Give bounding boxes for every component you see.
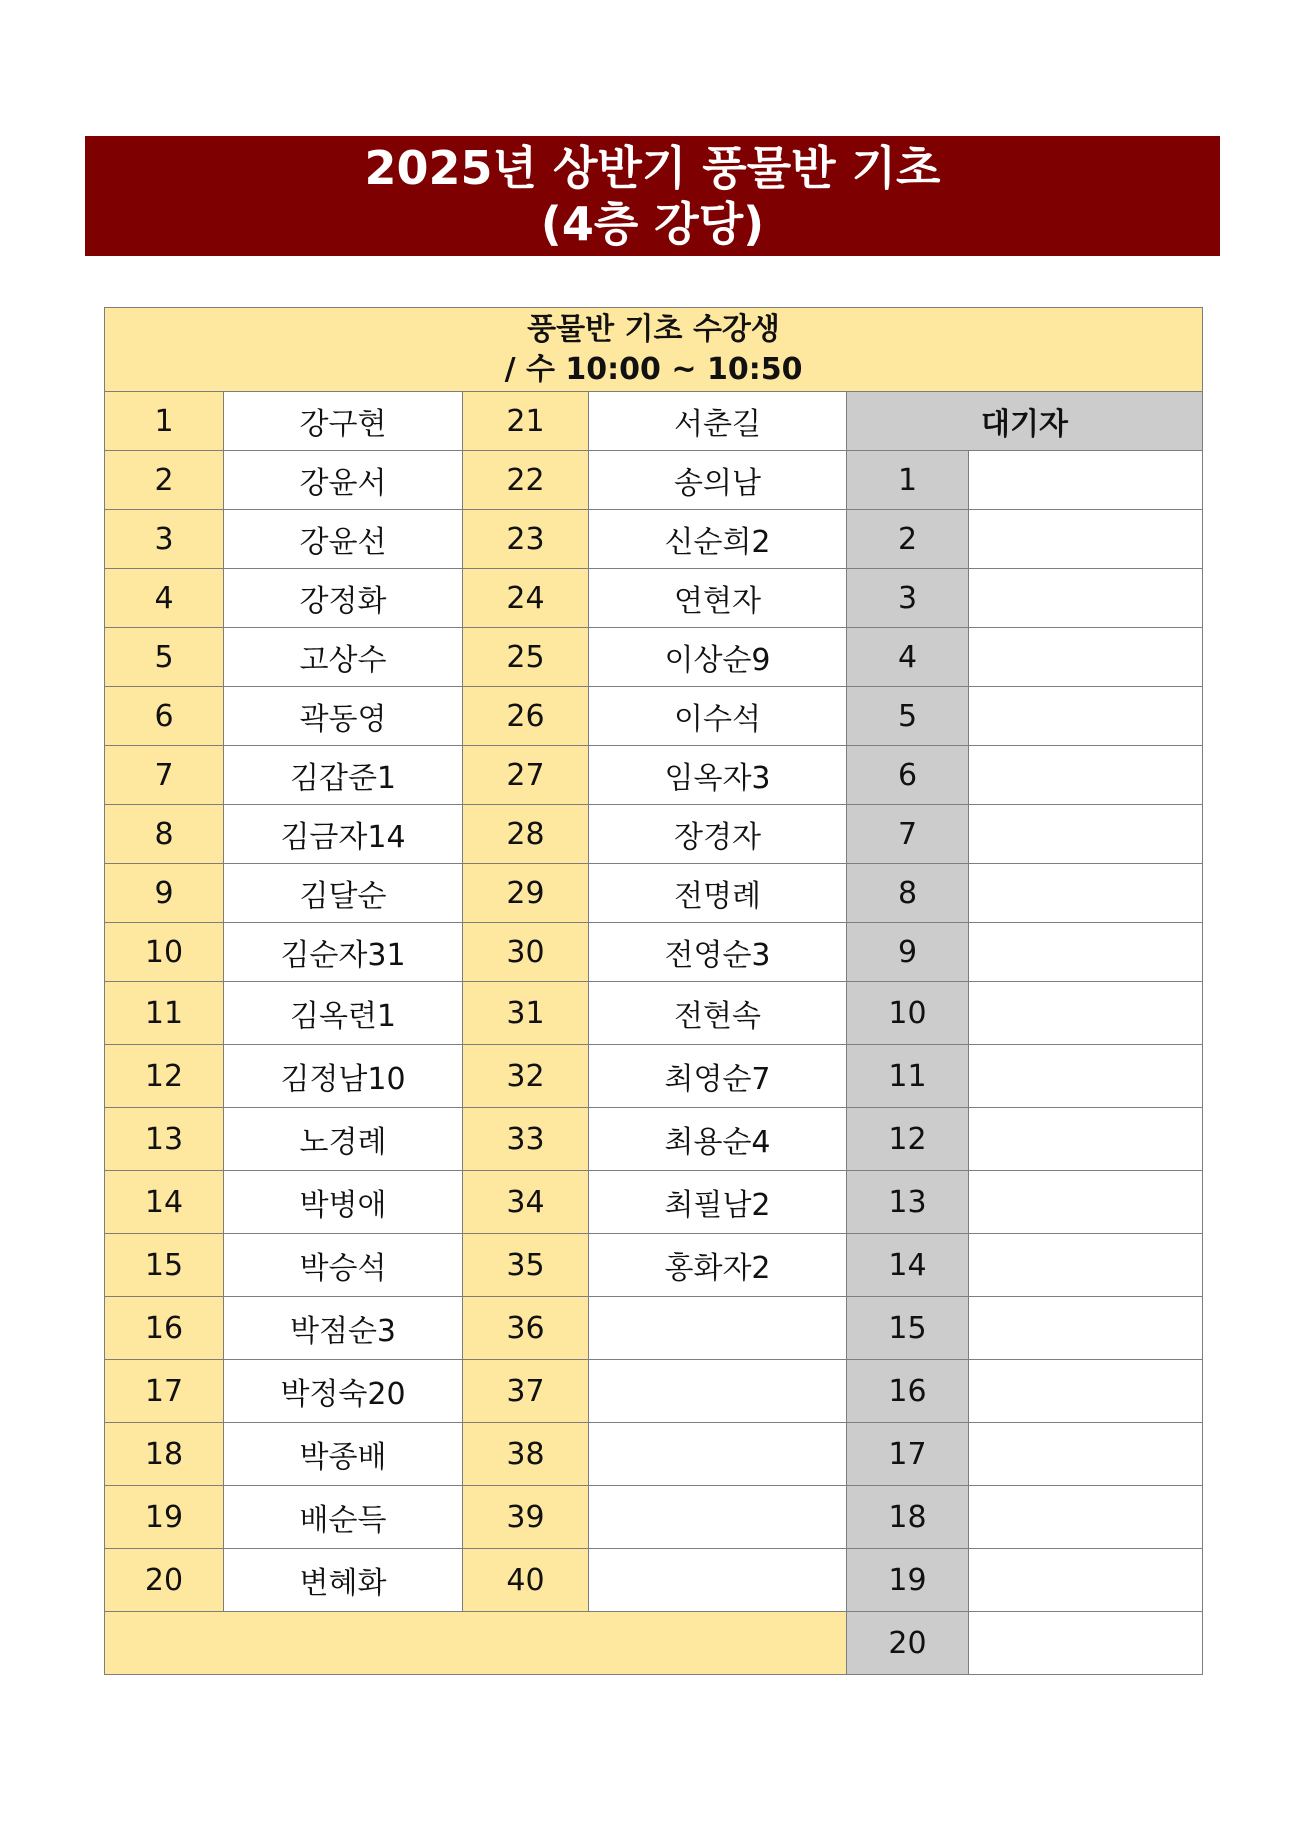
waitlist-name	[969, 1360, 1203, 1423]
waitlist-number: 12	[847, 1108, 969, 1171]
waitlist-name	[969, 1171, 1203, 1234]
student-number: 24	[463, 569, 589, 628]
student-name	[589, 1360, 847, 1423]
student-number: 8	[105, 805, 224, 864]
table-row	[105, 1549, 1203, 1612]
student-name: 임옥자3	[589, 746, 847, 805]
table-row	[105, 1234, 1203, 1297]
student-name: 강윤선	[224, 510, 463, 569]
table-row	[105, 451, 1203, 510]
student-number: 35	[463, 1234, 589, 1297]
student-number: 26	[463, 687, 589, 746]
student-number: 2	[105, 451, 224, 510]
waitlist-name	[969, 1108, 1203, 1171]
student-name: 박점순3	[224, 1297, 463, 1360]
student-name: 김옥련1	[224, 982, 463, 1045]
student-number: 22	[463, 451, 589, 510]
student-name: 배순득	[224, 1486, 463, 1549]
student-number: 11	[105, 982, 224, 1045]
student-name: 변혜화	[224, 1549, 463, 1612]
table-row	[105, 569, 1203, 628]
waitlist-number: 7	[847, 805, 969, 864]
student-number: 17	[105, 1360, 224, 1423]
student-name: 김순자31	[224, 923, 463, 982]
student-number: 18	[105, 1423, 224, 1486]
waitlist-name	[969, 1549, 1203, 1612]
table-row	[105, 1171, 1203, 1234]
waitlist-name	[969, 1423, 1203, 1486]
table-row	[105, 1045, 1203, 1108]
table-row	[105, 805, 1203, 864]
student-number: 16	[105, 1297, 224, 1360]
student-name: 김정남10	[224, 1045, 463, 1108]
table-row	[105, 392, 1203, 451]
student-name: 이수석	[589, 687, 847, 746]
student-name: 김갑준1	[224, 746, 463, 805]
table-row	[105, 1297, 1203, 1360]
student-number: 31	[463, 982, 589, 1045]
waitlist-name	[969, 628, 1203, 687]
student-name: 연현자	[589, 569, 847, 628]
student-name: 전현속	[589, 982, 847, 1045]
waitlist-name	[969, 1234, 1203, 1297]
waitlist-number: 20	[847, 1612, 969, 1675]
waitlist-name	[969, 569, 1203, 628]
waitlist-name	[969, 923, 1203, 982]
student-number: 34	[463, 1171, 589, 1234]
waitlist-number: 19	[847, 1549, 969, 1612]
waitlist-name	[969, 451, 1203, 510]
student-name: 송의남	[589, 451, 847, 510]
student-number: 10	[105, 923, 224, 982]
waitlist-name	[969, 510, 1203, 569]
student-number: 32	[463, 1045, 589, 1108]
student-name: 최필남2	[589, 1171, 847, 1234]
student-name	[589, 1549, 847, 1612]
table-row	[105, 1108, 1203, 1171]
waitlist-number: 2	[847, 510, 969, 569]
waitlist-number: 4	[847, 628, 969, 687]
student-number: 33	[463, 1108, 589, 1171]
student-name: 강구현	[224, 392, 463, 451]
waitlist-title: 대기자	[847, 392, 1203, 451]
roster-footer	[105, 1612, 847, 1675]
student-number: 5	[105, 628, 224, 687]
table-row	[105, 982, 1203, 1045]
student-name: 홍화자2	[589, 1234, 847, 1297]
waitlist-number: 13	[847, 1171, 969, 1234]
roster-header	[105, 308, 1203, 392]
roster-table	[104, 307, 1203, 1675]
student-number: 3	[105, 510, 224, 569]
student-name: 노경례	[224, 1108, 463, 1171]
waitlist-name	[969, 1612, 1203, 1675]
waitlist-number: 3	[847, 569, 969, 628]
waitlist-number: 5	[847, 687, 969, 746]
student-number: 37	[463, 1360, 589, 1423]
student-name	[589, 1486, 847, 1549]
student-name: 장경자	[589, 805, 847, 864]
student-number: 29	[463, 864, 589, 923]
table-row	[105, 628, 1203, 687]
waitlist-number: 9	[847, 923, 969, 982]
waitlist-number: 10	[847, 982, 969, 1045]
student-name: 신순희2	[589, 510, 847, 569]
waitlist-number: 15	[847, 1297, 969, 1360]
student-name: 이상순9	[589, 628, 847, 687]
table-row	[105, 1423, 1203, 1486]
student-number: 1	[105, 392, 224, 451]
student-name: 곽동영	[224, 687, 463, 746]
student-number: 39	[463, 1486, 589, 1549]
student-number: 28	[463, 805, 589, 864]
student-number: 13	[105, 1108, 224, 1171]
student-name: 박정숙20	[224, 1360, 463, 1423]
student-name	[589, 1297, 847, 1360]
student-name: 박병애	[224, 1171, 463, 1234]
student-number: 30	[463, 923, 589, 982]
waitlist-number: 17	[847, 1423, 969, 1486]
waitlist-name	[969, 1045, 1203, 1108]
table-row	[105, 510, 1203, 569]
student-name: 강정화	[224, 569, 463, 628]
student-number: 27	[463, 746, 589, 805]
waitlist-number: 1	[847, 451, 969, 510]
student-number: 20	[105, 1549, 224, 1612]
student-number: 25	[463, 628, 589, 687]
page-title-banner	[85, 136, 1220, 256]
student-number: 14	[105, 1171, 224, 1234]
student-number: 40	[463, 1549, 589, 1612]
table-row	[105, 923, 1203, 982]
student-number: 21	[463, 392, 589, 451]
waitlist-name	[969, 746, 1203, 805]
waitlist-number: 8	[847, 864, 969, 923]
student-number: 12	[105, 1045, 224, 1108]
student-name: 최영순7	[589, 1045, 847, 1108]
student-number: 36	[463, 1297, 589, 1360]
student-name: 박승석	[224, 1234, 463, 1297]
waitlist-name	[969, 864, 1203, 923]
student-name: 김금자14	[224, 805, 463, 864]
waitlist-name	[969, 1486, 1203, 1549]
student-name: 김달순	[224, 864, 463, 923]
waitlist-number: 18	[847, 1486, 969, 1549]
table-row	[105, 1612, 1203, 1675]
waitlist-number: 14	[847, 1234, 969, 1297]
student-number: 9	[105, 864, 224, 923]
table-row	[105, 687, 1203, 746]
student-number: 4	[105, 569, 224, 628]
student-number: 6	[105, 687, 224, 746]
table-row	[105, 1360, 1203, 1423]
student-name: 강윤서	[224, 451, 463, 510]
student-name: 고상수	[224, 628, 463, 687]
roster-schedule: / 수 10:00 ~ 10:50	[504, 351, 803, 387]
student-name: 박종배	[224, 1423, 463, 1486]
waitlist-name	[969, 1297, 1203, 1360]
student-number: 23	[463, 510, 589, 569]
student-number: 38	[463, 1423, 589, 1486]
student-number: 15	[105, 1234, 224, 1297]
page-title: 2025년 상반기 풍물반 기초	[364, 141, 941, 195]
student-number: 7	[105, 746, 224, 805]
waitlist-name	[969, 982, 1203, 1045]
student-name: 최용순4	[589, 1108, 847, 1171]
waitlist-number: 16	[847, 1360, 969, 1423]
waitlist-name	[969, 687, 1203, 746]
student-name: 전명례	[589, 864, 847, 923]
roster-title: 풍물반 기초 수강생	[527, 311, 780, 347]
waitlist-number: 6	[847, 746, 969, 805]
waitlist-number: 11	[847, 1045, 969, 1108]
table-row	[105, 746, 1203, 805]
student-name: 서춘길	[589, 392, 847, 451]
waitlist-name	[969, 805, 1203, 864]
page-subtitle-location: (4층 강당)	[540, 197, 765, 251]
table-row	[105, 864, 1203, 923]
student-number: 19	[105, 1486, 224, 1549]
student-name: 전영순3	[589, 923, 847, 982]
table-row	[105, 1486, 1203, 1549]
student-name	[589, 1423, 847, 1486]
